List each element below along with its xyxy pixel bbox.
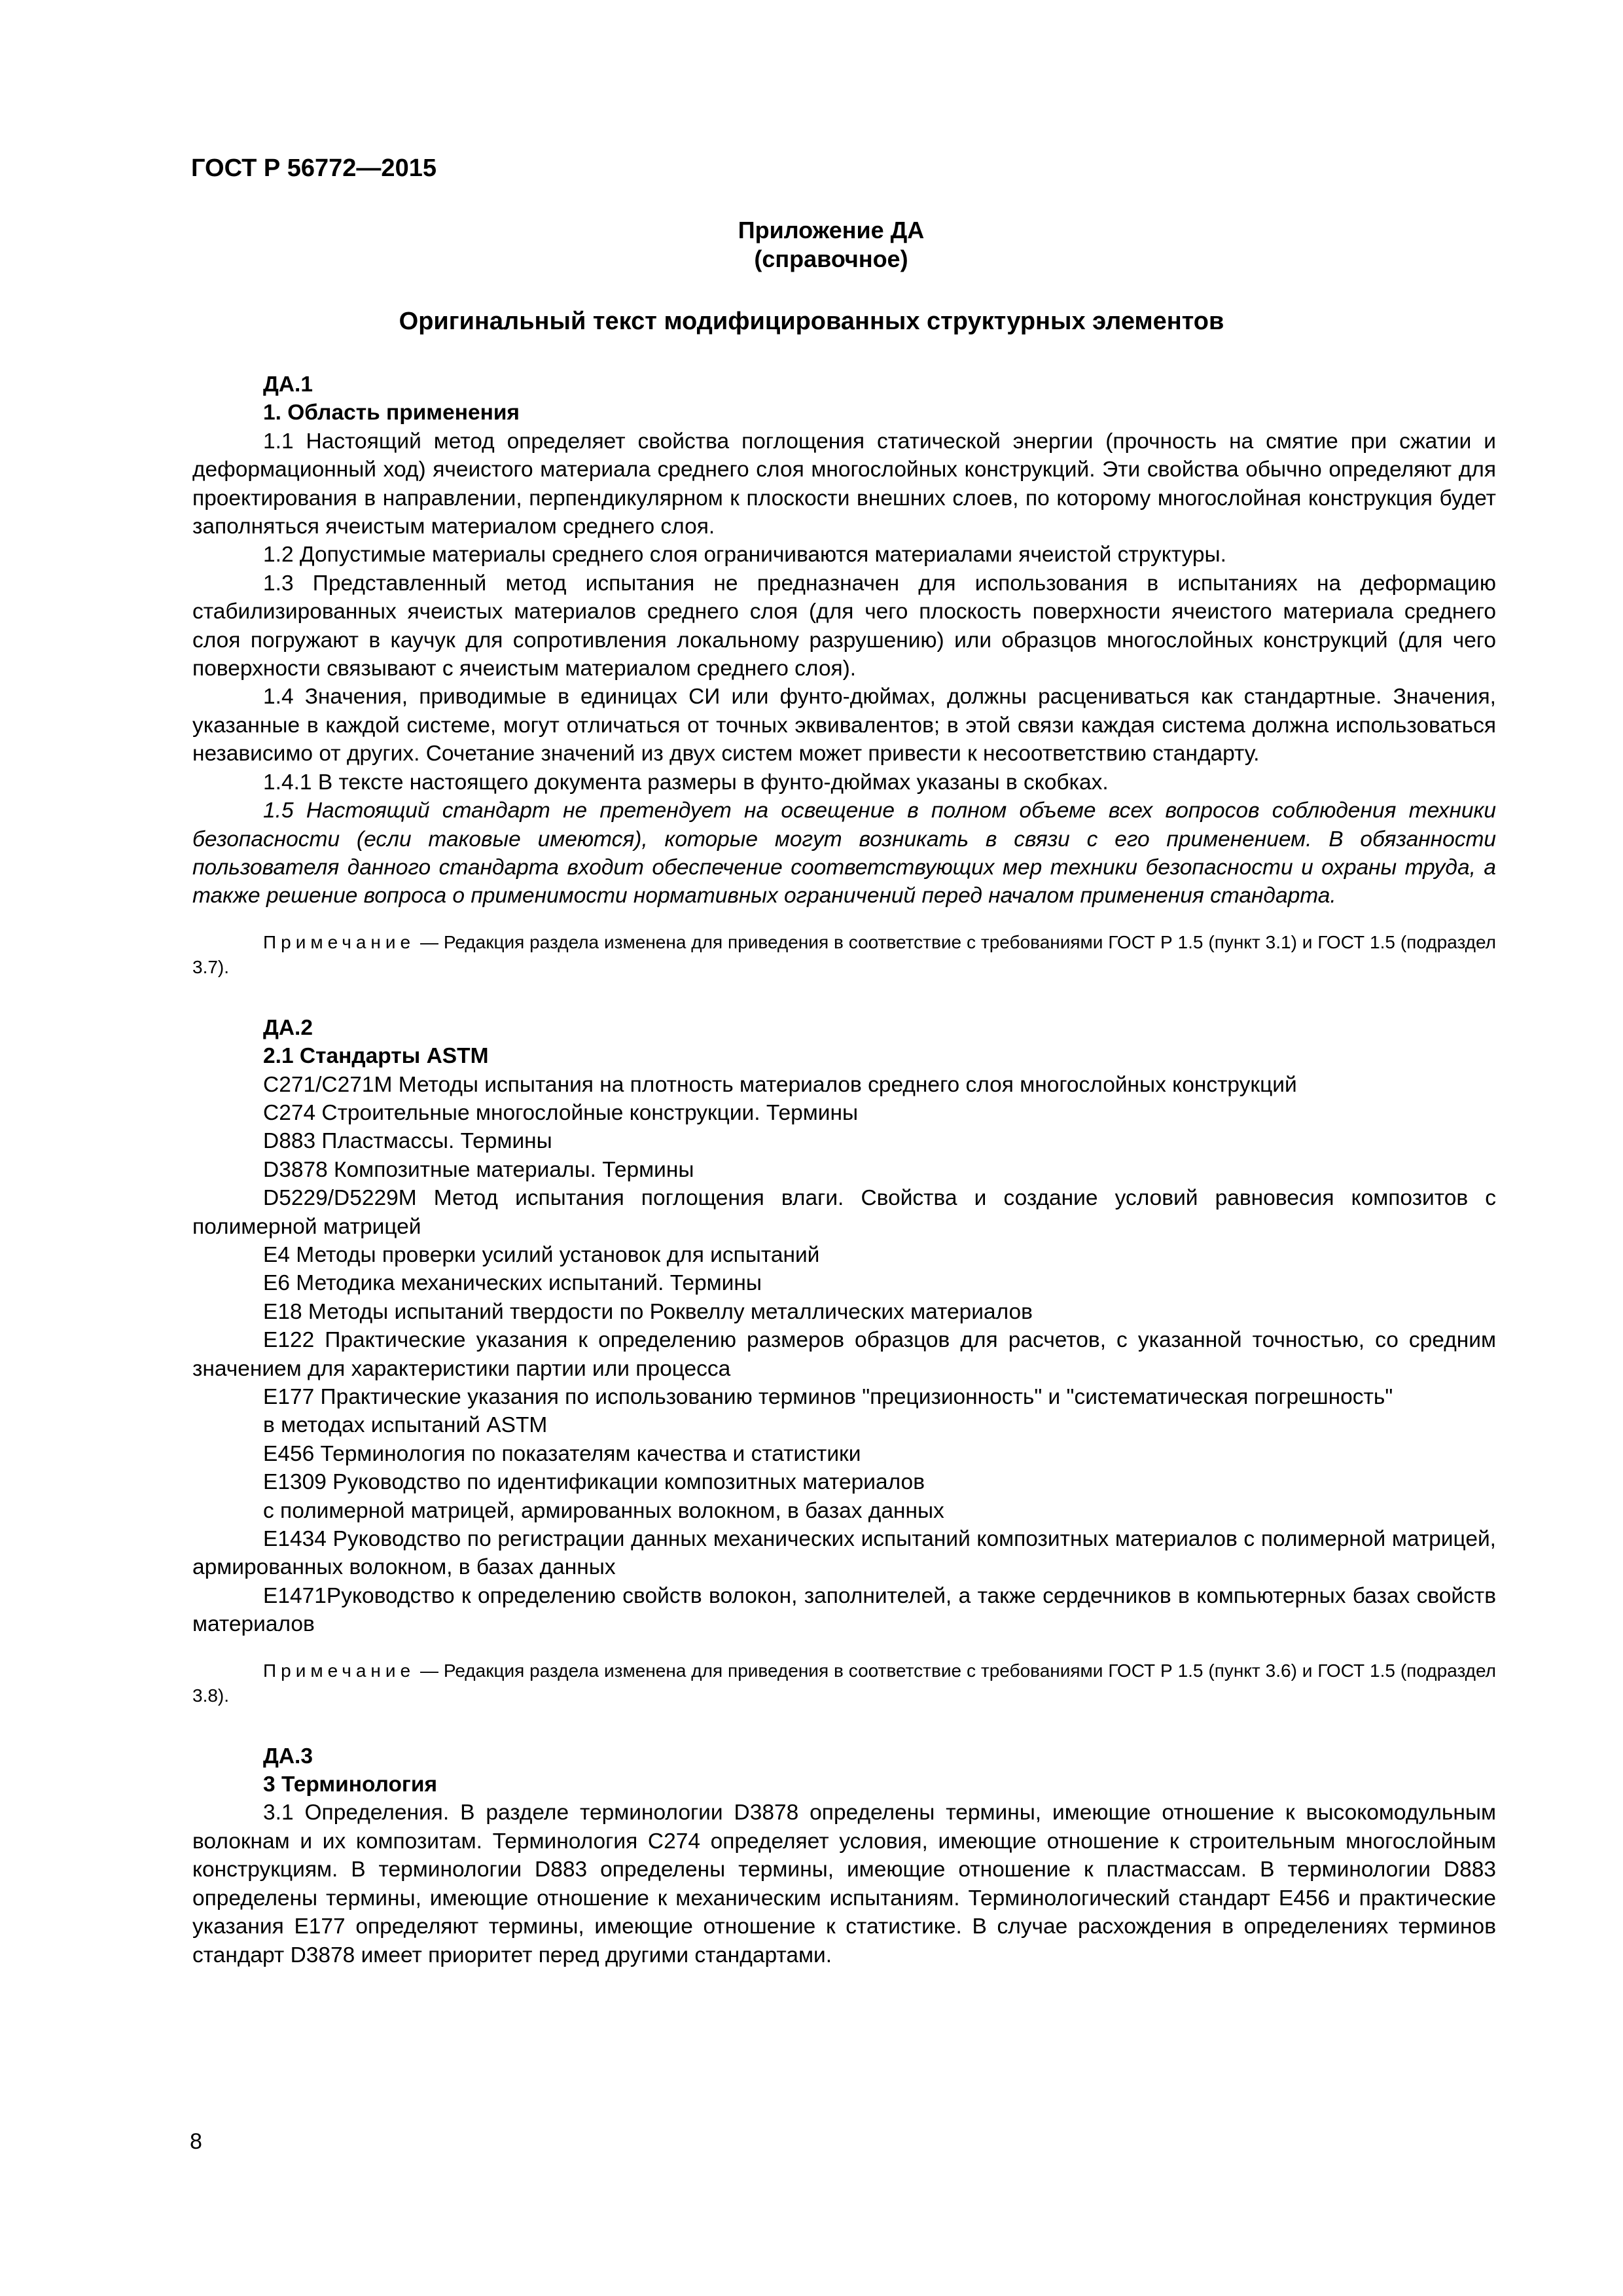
paragraph-1-2: 1.2 Допустимые материалы среднего слоя ограничиваются материалами ячеистой структуры. bbox=[263, 543, 1226, 567]
section-heading-da3: ДА.3 bbox=[263, 1744, 313, 1768]
astm-item: E4 Методы проверки усилий установок для испытаний bbox=[263, 1242, 820, 1267]
note-label: Примечание bbox=[263, 931, 416, 952]
astm-item: D5229/D5229M Метод испытания поглощения влаги. Свойства и создание условий равновесия композитов с полимерной матрицей bbox=[192, 1186, 1496, 1239]
paragraph-1-4-1: 1.4.1 В тексте настоящего документа размеры в фунто-дюймах указаны в скобках. bbox=[263, 770, 1109, 795]
note-text: — Редакция раздела изменена для приведения в соответствие с требованиями ГОСТ Р 1.5 (пункт 3.1) и ГОСТ 1.5 (подраздел 3.7). bbox=[192, 931, 1496, 977]
section-subheading-scope: 1. Область применения bbox=[263, 401, 520, 425]
astm-item: D883 Пластмассы. Термины bbox=[263, 1129, 552, 1154]
astm-item: E1309 Руководство по идентификации композитных материалов bbox=[263, 1470, 925, 1495]
astm-item: E177 Практические указания по использованию терминов "прецизионность" и "систематическая погрешность" bbox=[263, 1385, 1393, 1409]
astm-item: E122 Практические указания к определению размеров образцов для расчетов, с указанной точностью, со средним значением для характеристики партии или процесса bbox=[192, 1328, 1496, 1381]
astm-item: E1434 Руководство по регистрации данных механических испытаний композитных материалов с полимерной матрицей, армированных волокном, в базах данных bbox=[192, 1527, 1496, 1580]
document-body bbox=[192, 370, 1496, 1969]
paragraph-1-1: 1.1 Настоящий метод определяет свойства поглощения статической энергии (прочность на смятие при сжатии и деформационный ход) ячеистого материала среднего слоя многослойных конструкций. Эти свойства обычно определяют для проектирования в направлении, перпендикулярном к плоскости внешних слоев, по которому многослойная конструкция будет заполняться ячеистым материалом среднего слоя. bbox=[192, 429, 1496, 539]
section-subheading-terminology: 3 Терминология bbox=[263, 1772, 438, 1797]
paragraph-1-4: 1.4 Значения, приводимые в единицах СИ или фунто-дюймах, должны расцениваться как стандартные. Значения, указанные в каждой системе, могут отличаться от точных эквивалентов; в этой связи каждая система должна использоваться независимо от других. Сочетание значений из двух систем может привести к несоответствию стандарту. bbox=[192, 685, 1496, 766]
document-title: Оригинальный текст модифицированных структурных элементов bbox=[399, 308, 1224, 335]
note-label: Примечание bbox=[263, 1660, 416, 1681]
section-subheading-astm: 2.1 Стандарты ASTM bbox=[263, 1044, 489, 1069]
annex-subtitle: (справочное) bbox=[754, 245, 908, 272]
note-da2 bbox=[192, 1659, 1496, 1708]
page-number: 8 bbox=[190, 2129, 202, 2154]
paragraph-3-1: 3.1 Определения. В разделе терминологии D3878 определены термины, имеющие отношение к высокомодульным волокнам и их композитам. Терминология C274 определяет условия, имеющие отношение к строительным многослойным конструкциям. В терминологии D883 определены термины, имеющие отношение к пластмассам. В терминологии D883 определены термины, имеющие отношение к механическим испытаниям. Терминологический стандарт E456 и практические указания E177 определяют термины, имеющие отношение к статистике. В случае расхождения в определениях терминов стандарт D3878 имеет приоритет перед другими стандартами. bbox=[192, 1801, 1496, 1967]
paragraph-1-5: 1.5 Настоящий стандарт не претендует на освещение в полном объеме всех вопросов соблюдения техники безопасности (если таковые имеются), которые могут возникать в связи с его применением. В обязанности пользователя данного стандарта входит обеспечение соответствующих мер техники безопасности и охраны труда, а также решение вопроса о применимости нормативных ограничений перед началом применения стандарта. bbox=[192, 798, 1496, 908]
astm-item-continuation: с полимерной матрицей, армированных волокном, в базах данных bbox=[263, 1498, 944, 1523]
astm-item: C274 Строительные многослойные конструкции. Термины bbox=[263, 1100, 859, 1125]
astm-item: E456 Терминология по показателям качества и статистики bbox=[263, 1441, 861, 1466]
paragraph-1-3: 1.3 Представленный метод испытания не предназначен для использования в испытаниях на деформацию стабилизированных ячеистых материалов среднего слоя (для чего плоскость поверхности ячеистого материала среднего слоя погружают в каучук для сопротивления локальному разрушению) или образцов многослойных конструкций (для чего поверхности связывают с ячеистым материалом среднего слоя). bbox=[192, 571, 1496, 681]
astm-item: C271/C271M Методы испытания на плотность материалов среднего слоя многослойных конструкций bbox=[263, 1072, 1297, 1097]
note-da1 bbox=[192, 930, 1496, 980]
astm-item: E6 Методика механических испытаний. Термины bbox=[263, 1271, 762, 1296]
section-heading-da2: ДА.2 bbox=[263, 1015, 313, 1040]
astm-item-continuation: в методах испытаний ASTM bbox=[263, 1413, 548, 1438]
astm-item: E1471Руководство к определению свойств волокон, заполнителей, а также сердечников в компьютерных базах свойств материалов bbox=[192, 1583, 1496, 1637]
annex-title: Приложение ДА bbox=[738, 217, 925, 243]
standard-code: ГОСТ Р 56772—2015 bbox=[191, 154, 437, 182]
astm-item: D3878 Композитные материалы. Термины bbox=[263, 1157, 694, 1182]
section-heading-da1: ДА.1 bbox=[263, 372, 313, 397]
astm-item: E18 Методы испытаний твердости по Роквеллу металлических материалов bbox=[263, 1299, 1033, 1324]
note-text: — Редакция раздела изменена для приведения в соответствие с требованиями ГОСТ Р 1.5 (пункт 3.6) и ГОСТ 1.5 (подраздел 3.8). bbox=[192, 1660, 1496, 1706]
